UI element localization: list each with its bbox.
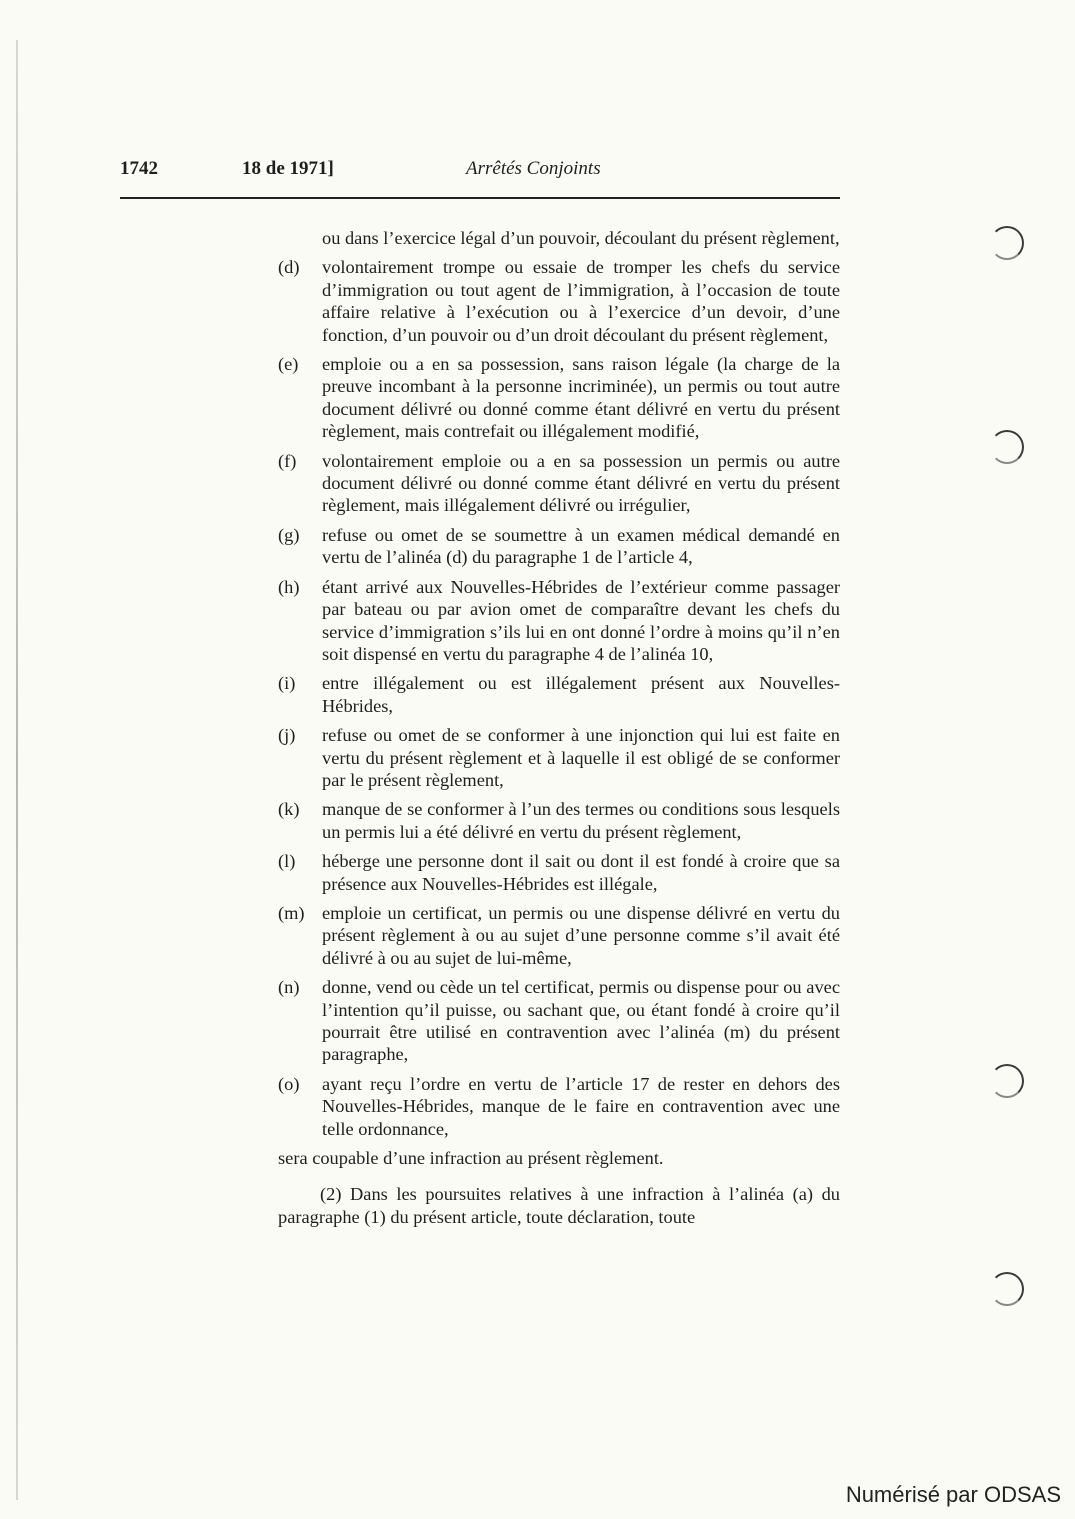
item-label: (l) [278, 851, 296, 872]
digitization-credit: Numérisé par ODSAS [845, 1482, 1061, 1507]
item-label: (g) [278, 524, 300, 545]
item-text: volontairement trompe ou essaie de tromper les chefs du service d’immigration ou tout agent de l’immigration, à l’occasion de toute affaire relative à l’exécution ou à l’exercice d’un devoir, d’une fonction, d’un pouvoir ou d’un droit découlant du présent règlement, [322, 257, 840, 345]
page-header [120, 158, 840, 188]
page-left-edge [16, 40, 18, 1500]
punch-hole-icon [990, 1064, 1024, 1098]
list-item [278, 524, 840, 569]
list-item [278, 724, 840, 791]
item-text: refuse ou omet de se soumettre à un examen médical demandé en vertu de l’alinéa (d) du paragraphe 1 de l’article 4, [322, 524, 840, 568]
year-reference: 18 de 1971] [242, 158, 334, 179]
item-label: (f) [278, 450, 297, 471]
list-item [278, 976, 840, 1066]
item-text: étant arrivé aux Nouvelles-Hébrides de l’extérieur comme passager par bateau ou par avion omet de comparaître devant les chefs du service d’immigration s’ils lui en ont donné l’ordre à moins qu’il n’en soit dispensé en vertu du paragraphe 4 de l’alinéa 10, [322, 576, 840, 664]
closing-statement: sera coupable d’une infraction au présent règlement. [278, 1148, 664, 1169]
list-item [278, 902, 840, 969]
item-label: (j) [278, 725, 296, 746]
item-text: emploie un certificat, un permis ou une dispense délivré en vertu du présent règlement à ou au sujet d’une personne comme s’il avait été délivré à ou au sujet de lui-même, [322, 902, 840, 968]
list-item [278, 672, 840, 717]
item-text: refuse ou omet de se conformer à une injonction qui lui est faite en vertu du présent règlement et à laquelle il est obligé de se conformer par le présent règlement, [322, 725, 840, 790]
item-text: emploie ou a en sa possession, sans raison légale (la charge de la preuve incombant à la personne incriminée), un permis ou tout autre document délivré ou donné comme étant délivré en vertu du présent règlement, mais contrefait ou illégalement modifié, [322, 354, 840, 442]
list-item [278, 1073, 840, 1140]
item-text: donne, vend ou cède un tel certificat, permis ou dispense pour ou avec l’intention qu’il puisse, ou sachant que, ou étant fondé à croire qu’il pourrait être utilisé en contravention avec l’alinéa (m) du présent paragraphe, [322, 977, 840, 1065]
item-label: (e) [278, 354, 299, 375]
item-label: (i) [278, 673, 296, 694]
item-text: ayant reçu l’ordre en vertu de l’article 17 de rester en dehors des Nouvelles-Hébrides, manque de le faire en contravention avec une telle ordonnance, [322, 1073, 840, 1139]
continuation-text: ou dans l’exercice légal d’un pouvoir, découlant du présent règlement, [322, 228, 840, 248]
item-text: manque de se conformer à l’un des termes ou conditions sous lesquels un permis lui a été délivré en vertu du présent règlement, [322, 799, 840, 842]
list-item [278, 576, 840, 666]
list-item [278, 798, 840, 843]
item-label: (d) [278, 257, 300, 278]
list-item [278, 850, 840, 895]
punch-hole-icon [990, 1272, 1024, 1306]
item-label: (o) [278, 1073, 300, 1094]
item-text: volontairement emploie ou a en sa possession un permis ou autre document délivré ou donné comme étant délivré en vertu du présent règlement, mais illégalement délivré ou irrégulier, [322, 450, 840, 516]
running-title: Arrêtés Conjoints [466, 158, 601, 179]
item-text: héberge une personne dont il sait ou dont il est fondé à croire que sa présence aux Nouvelles-Hébrides est illégale, [322, 851, 840, 894]
header-rule [120, 197, 840, 199]
document-body [278, 227, 840, 1228]
item-label: (k) [278, 799, 300, 820]
item-text: entre illégalement ou est illégalement présent aux Nouvelles-Hébrides, [322, 673, 840, 716]
item-label: (h) [278, 576, 300, 597]
list-item [278, 256, 840, 346]
list-item [278, 353, 840, 443]
list-item [278, 450, 840, 517]
paragraph-2: (2) Dans les poursuites relatives à une infraction à l’alinéa (a) du paragraphe (1) du présent article, toute déclaration, toute [278, 1184, 840, 1227]
punch-hole-icon [990, 430, 1024, 464]
punch-hole-icon [990, 226, 1024, 260]
item-label: (m) [278, 902, 305, 923]
item-label: (n) [278, 977, 300, 998]
page-number: 1742 [120, 158, 158, 179]
